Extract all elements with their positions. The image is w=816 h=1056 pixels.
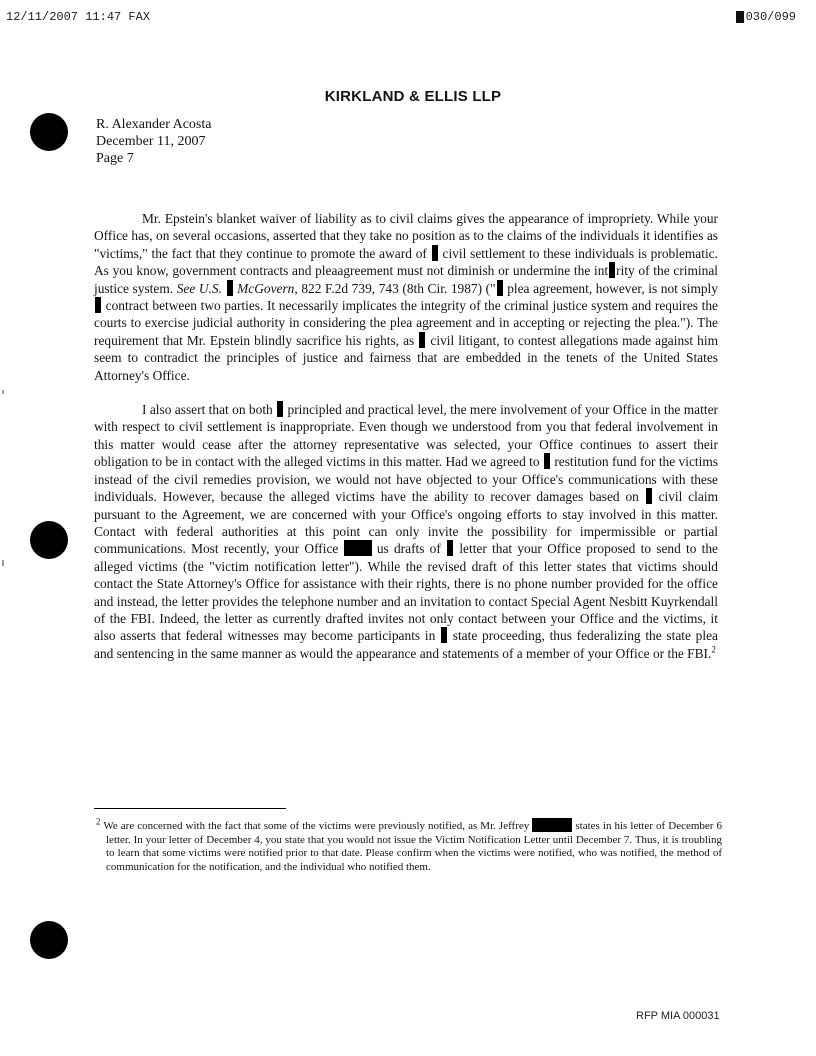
redaction-box: [544, 453, 550, 469]
fax-datetime: 12/11/2007 11:47 FAX: [6, 10, 151, 24]
margin-mark: [2, 560, 4, 566]
footnote-divider: [94, 808, 286, 809]
text-run: us drafts of: [376, 541, 441, 557]
text-run: rity of the criminal justice system.: [94, 263, 718, 296]
text-run: contract between two parties. It necessarily implicates the integrity of the criminal justice system and requires the courts to exercise judicial authority in considering the plea agreement and in accepting or rejecting the plea."). The requirement that Mr. Epstein blindly sacrifice his rights, as: [94, 298, 718, 348]
text-run: restitution fund for the victims instead of the civil remedies provision, we would not have objected to your Office's communications with these individuals. However, because the alleged victims have the ability to recover damages based on: [94, 454, 718, 505]
hole-punch-mark: [30, 921, 68, 959]
redaction-box: [95, 297, 101, 313]
text-run: Mr. Epstein's blanket waiver of liability as to civil claims gives the appearance of impropriety. While your Office has, on several occasions, asserted that they take no position as to the claims of the individuals it identifies as "victims," the fact that they continue to promote the award of: [94, 211, 718, 261]
paragraph-waiver: [94, 210, 718, 384]
redaction-box: [447, 540, 453, 556]
recipient-name: R. Alexander Acosta: [96, 117, 212, 132]
text-run: I also assert that on both: [142, 402, 273, 418]
hole-punch-mark: [30, 521, 68, 559]
bates-number: RFP MIA 000031: [636, 1010, 720, 1022]
redaction-box: [441, 627, 447, 643]
redaction-box: [277, 401, 283, 417]
hole-punch-mark: [30, 113, 68, 151]
redaction-box: [432, 245, 438, 261]
text-run: agreement must not diminish or undermine the int: [337, 263, 609, 279]
fax-page-number: 030/099: [745, 10, 796, 24]
fax-page-icon: [736, 11, 744, 23]
text-run: civil settlement to these individuals is problematic. As you know, government contracts and plea: [94, 245, 718, 279]
redaction-box: [646, 488, 652, 504]
letter-body: [94, 210, 718, 679]
text-run: state proceeding, thus federalizing the state plea and sentencing in the same manner as would the appearance and statements of a member of your Office or the FBI.: [94, 628, 718, 661]
redaction-box: [419, 332, 425, 348]
citation-signal: See U.S.: [176, 280, 222, 296]
text-run: civil litigant, to contest allegations made against him seem to contradict the principles of justice and fairness that are embedded in the tenets of the United States Attorney's Office.: [94, 332, 718, 383]
footnote-reference: 2: [711, 644, 716, 655]
redaction-box: [609, 262, 615, 278]
letter-date: December 11, 2007: [96, 134, 206, 149]
paragraph-involvement: [94, 401, 718, 662]
letterhead-firm-name: KIRKLAND & ELLIS LLP: [324, 88, 502, 105]
redaction-box: [344, 540, 372, 556]
text-run: civil claim pursuant to the Agreement, we are concerned with your Office's ongoing efforts to stay involved in this matter. Contact with federal authorities at this point can only invite the possibility for impermissible or partial communications. Most recently, your Office: [94, 489, 718, 557]
text-run: states in his letter of December 6 letter. In your letter of December 4, you state that you would not issue the Victim Notification Letter until December 7. Thus, it is troubling to learn that some victims were notified prior to that date. Please confirm when the victims were notified, who was notified, the method of communication for the notification, and the individual who notified them.: [106, 820, 722, 873]
text-run: letter that your Office proposed to send to the alleged victims (the "victim notification letter"). While the revised draft of this letter states that victims should contact the State Attorney's Office for assistance with their rights, there is no phone number provided for the office and instead, the letter provides the telephone number and an invitation to contact Special Agent Nesbitt Kuyrkendall of the FBI. Indeed, the letter as currently drafted invites not only contact between your Office and the victims, it also asserts that federal witnesses may become participants in: [94, 541, 718, 644]
redaction-box: [227, 280, 233, 296]
fax-page-counter: [736, 10, 796, 24]
margin-mark: [2, 390, 4, 394]
address-block: [96, 116, 211, 167]
page-label: Page 7: [96, 151, 134, 166]
footnote: [94, 818, 722, 874]
footnote-marker: 2: [96, 816, 101, 827]
redaction-box: [532, 818, 572, 832]
text-run: We are concerned with the fact that some of the victims were previously notified, as Mr. Jeffrey: [103, 820, 530, 832]
text-run: plea agreement, however, is not simply: [507, 280, 718, 296]
redaction-box: [497, 280, 503, 296]
text-run: principled and practical level, the mere involvement of your Office in the matter with respect to civil settlement is inappropriate. Even though we understood from you that federal involvement in this matter would cease after the attorney representative was selected, your Office continues to assert their obligation to be in contact with the alleged victims in this matter. Had we agreed to: [94, 402, 718, 470]
case-name: McGovern,: [237, 280, 298, 296]
text-run: 822 F.2d 739, 743 (8th Cir. 1987) (": [301, 280, 496, 296]
